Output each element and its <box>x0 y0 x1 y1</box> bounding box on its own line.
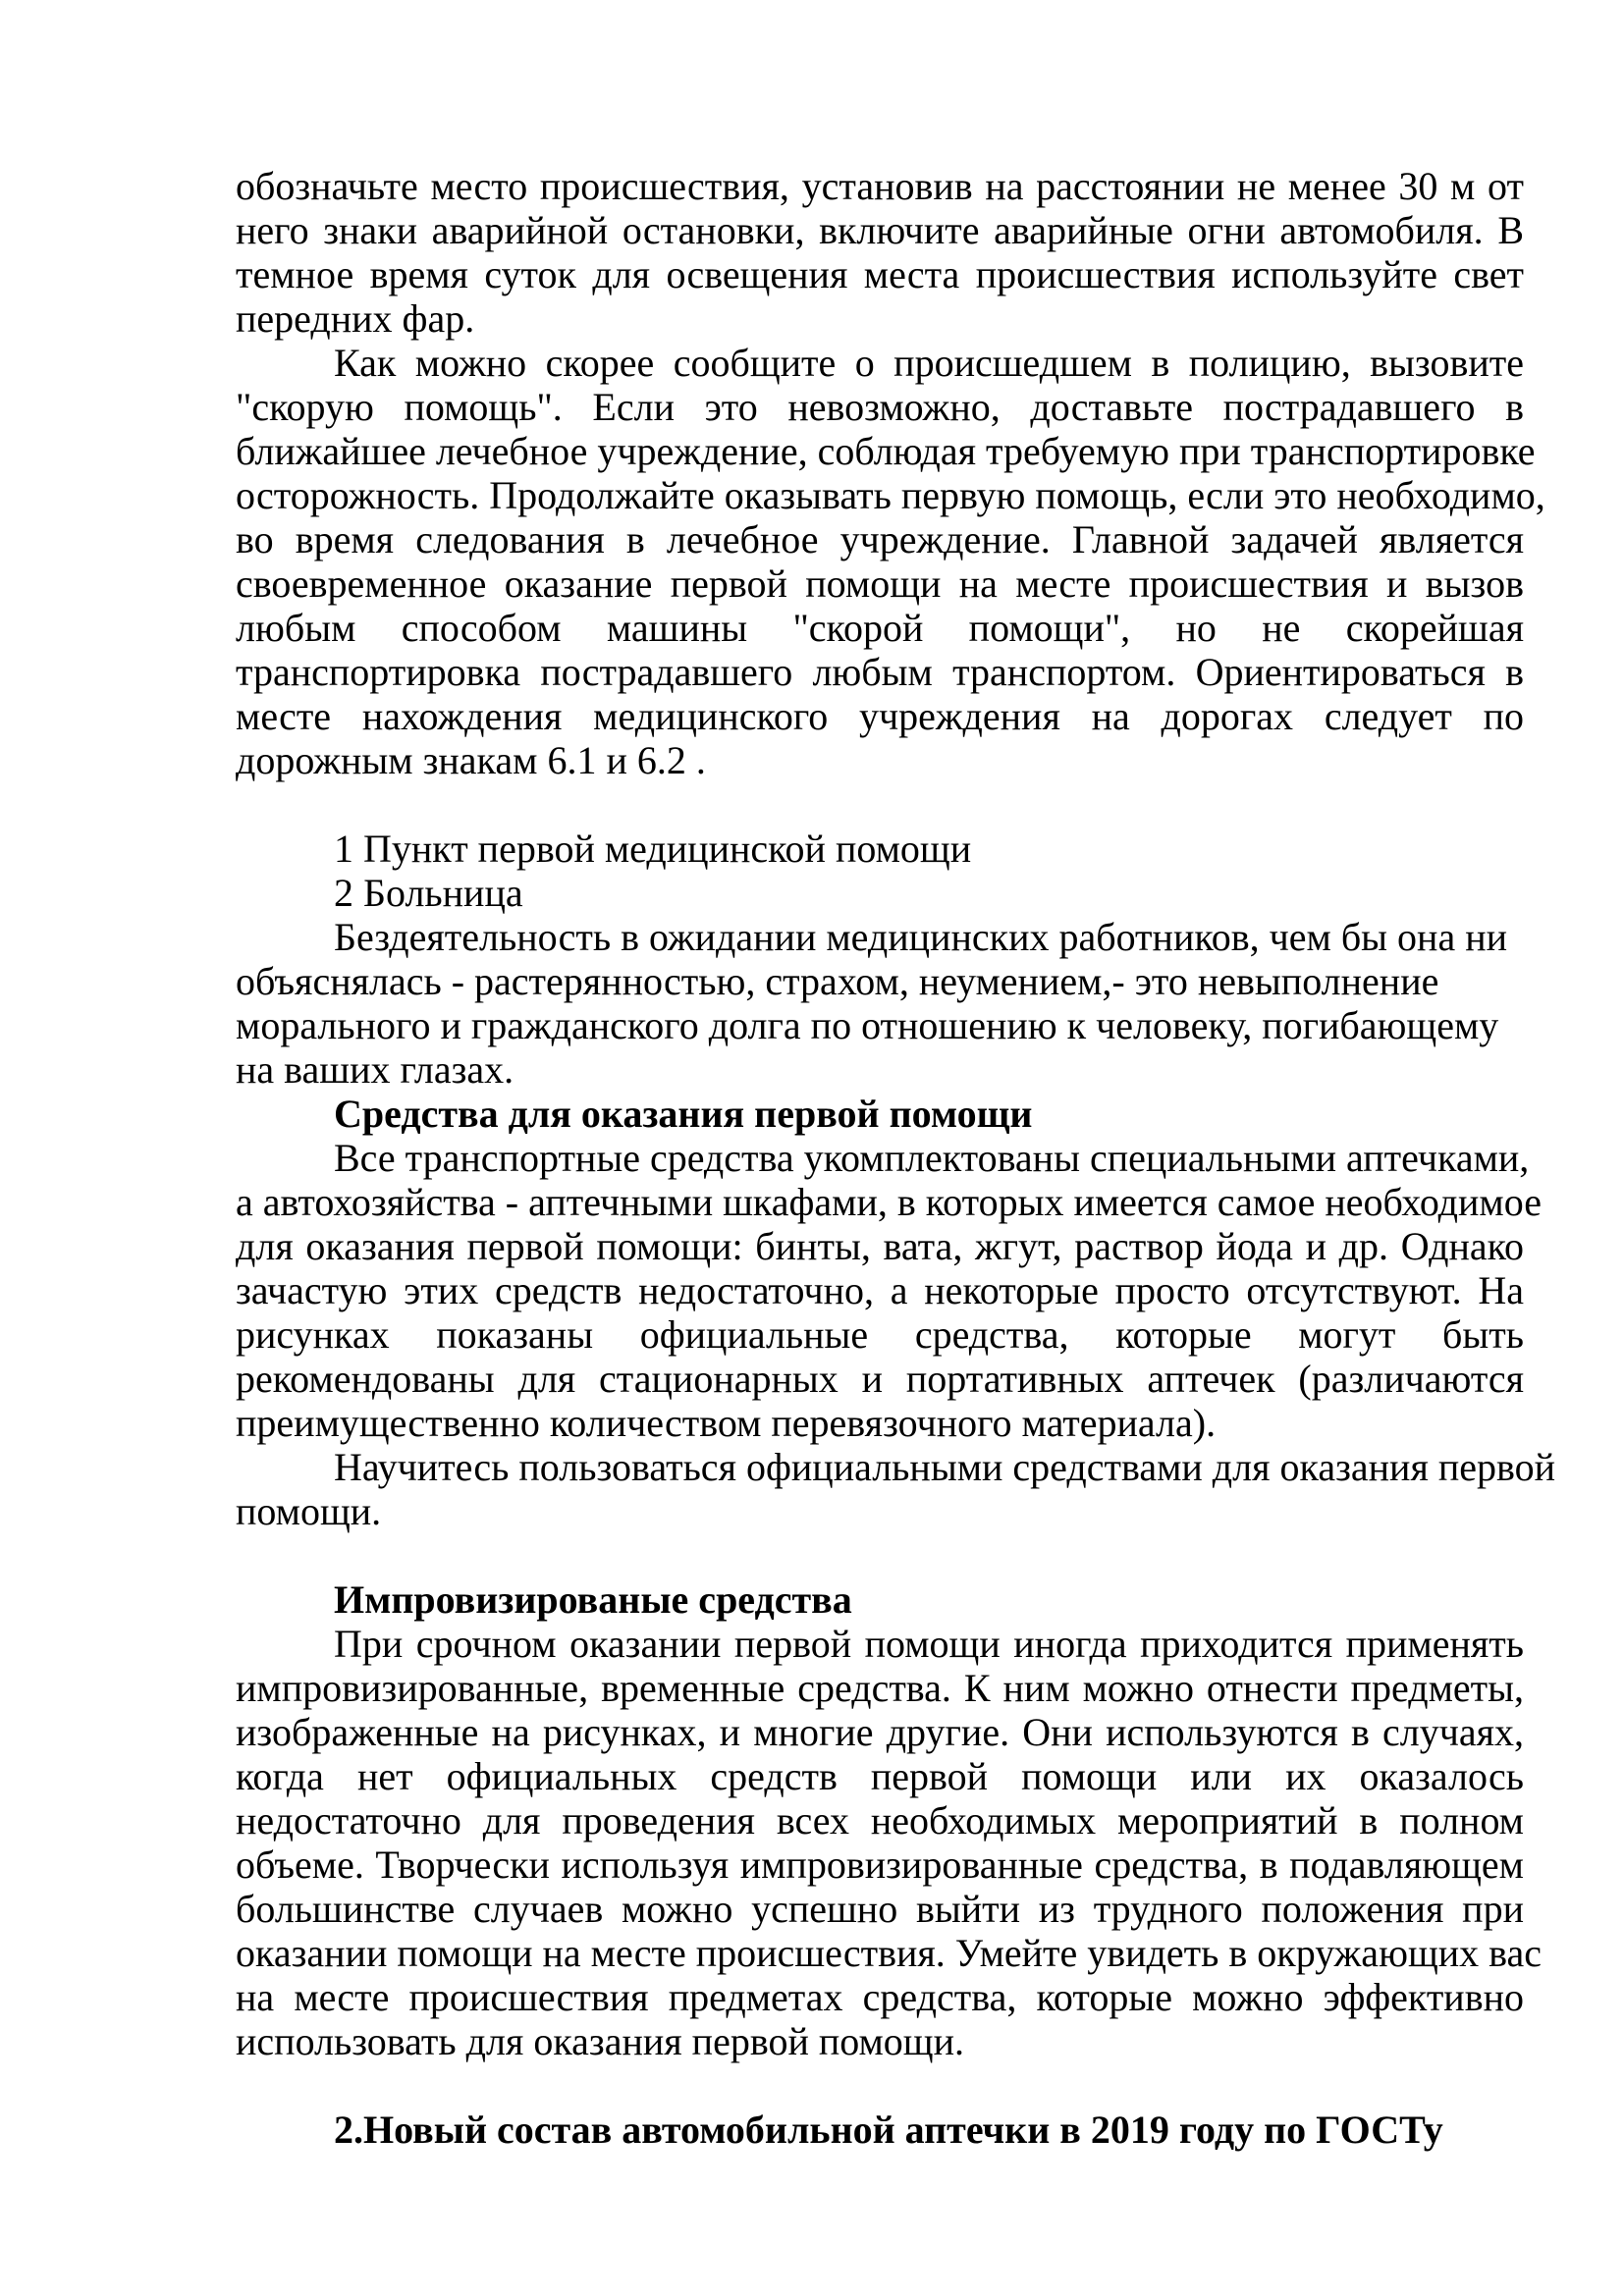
text-line: когда нет официальных средств первой помощи или их оказалось <box>236 1754 1524 1798</box>
text-line: на месте происшествия предметах средства, которые можно эффективно <box>236 1975 1524 2019</box>
text-line: Научитесь пользоваться официальными средствами для оказания первой <box>334 1445 1556 1489</box>
text-line: 2 Больница <box>334 871 523 915</box>
paragraph-inaction <box>236 915 1524 1092</box>
text-line: оказании помощи на месте происшествия. Умейте увидеть в окружающих вас <box>236 1931 1543 1975</box>
text-line: большинстве случаев можно успешно выйти из трудного положения при <box>236 1887 1524 1931</box>
document-page <box>236 164 1556 2152</box>
text-line: изображенные на рисунках, и многие другие. Они используются в случаях, <box>236 1710 1524 1754</box>
paragraph-learn-to-use <box>236 1445 1556 1533</box>
text-line: передних фар. <box>236 296 475 341</box>
text-line: объяснялась - растерянностью, страхом, неумением,- это невыполнение <box>236 959 1439 1003</box>
text-line: дорожным знакам 6.1 и 6.2 . <box>236 738 706 782</box>
text-line: ближайшее лечебное учреждение, соблюдая требуемую при транспортировке <box>236 429 1536 473</box>
text-line: "скорую помощь". Если это невозможно, доставьте пострадавшего в <box>236 385 1524 429</box>
text-line: При срочном оказании первой помощи иногда приходится применять <box>334 1622 1524 1666</box>
blank-line <box>236 782 1524 827</box>
text-line: недостаточно для проведения всех необходимых мероприятий в полном <box>236 1798 1524 1842</box>
paragraph-call-help <box>236 341 1545 782</box>
text-line: 1 Пункт первой медицинской помощи <box>334 827 972 871</box>
text-line: на ваших глазах. <box>236 1047 514 1092</box>
text-line: а автохозяйства - аптечными шкафами, в которых имеется самое необходимое <box>236 1180 1542 1224</box>
text-line: транспортировка пострадавшего любым транспортом. Ориентироваться в <box>236 650 1524 694</box>
paragraph-vehicle-kits <box>236 1136 1542 1445</box>
text-line: Все транспортные средства укомплектованы специальными аптечками, <box>334 1136 1530 1180</box>
heading-text: Импровизированые средства <box>334 1577 852 1622</box>
heading-first-aid-means <box>236 1092 1524 1136</box>
text-line: Как можно скорее сообщите о происшедшем в полицию, вызовите <box>334 341 1524 385</box>
sign-item-1 <box>236 827 1524 871</box>
text-line: Бездеятельность в ожидании медицинских работников, чем бы она ни <box>334 915 1508 959</box>
text-line: для оказания первой помощи: бинты, вата, жгут, раствор йода и др. Однако <box>236 1224 1524 1268</box>
text-line: во время следования в лечебное учреждение. Главной задачей является <box>236 517 1524 561</box>
text-line: использовать для оказания первой помощи. <box>236 2019 965 2063</box>
text-line: месте нахождения медицинского учреждения на дорогах следует по <box>236 694 1524 738</box>
text-line: морального и гражданского долга по отношению к человеку, погибающему <box>236 1003 1499 1047</box>
paragraph-mark-scene <box>236 164 1524 341</box>
text-line: зачастую этих средств недостаточно, а некоторые просто отсутствуют. На <box>236 1268 1524 1312</box>
paragraph-improvised <box>236 1622 1543 2063</box>
text-line: рекомендованы для стационарных и портативных аптечек (различаются <box>236 1357 1524 1401</box>
text-line: объеме. Творчески используя импровизированные средства, в подавляющем <box>236 1842 1524 1887</box>
text-line: осторожность. Продолжайте оказывать первую помощь, если это необходимо, <box>236 473 1545 517</box>
text-line: любым способом машины "скорой помощи", но не скорейшая <box>236 606 1524 650</box>
blank-line <box>236 1533 1524 1577</box>
text-line: темное время суток для освещения места происшествия используйте свет <box>236 252 1524 296</box>
heading-improvised-means <box>236 1577 1524 1622</box>
text-line: преимущественно количеством перевязочного материала). <box>236 1401 1217 1445</box>
text-line: обозначьте место происшествия, установив на расстоянии не менее 30 м от <box>236 164 1524 208</box>
heading-text: Средства для оказания первой помощи <box>334 1092 1033 1136</box>
text-line: своевременное оказание первой помощи на месте происшествия и вызов <box>236 561 1524 606</box>
text-line: помощи. <box>236 1489 382 1533</box>
blank-line <box>236 2063 1524 2108</box>
heading-text: 2.Новый состав автомобильной аптечки в 2019 году по ГОСТу <box>334 2108 1443 2152</box>
sign-item-2 <box>236 871 1524 915</box>
heading-new-kit-2019 <box>236 2108 1524 2152</box>
text-line: него знаки аварийной остановки, включите аварийные огни автомобиля. В <box>236 208 1524 252</box>
text-line: импровизированные, временные средства. К ним можно отнести предметы, <box>236 1666 1524 1710</box>
text-line: рисунках показаны официальные средства, которые могут быть <box>236 1312 1524 1357</box>
